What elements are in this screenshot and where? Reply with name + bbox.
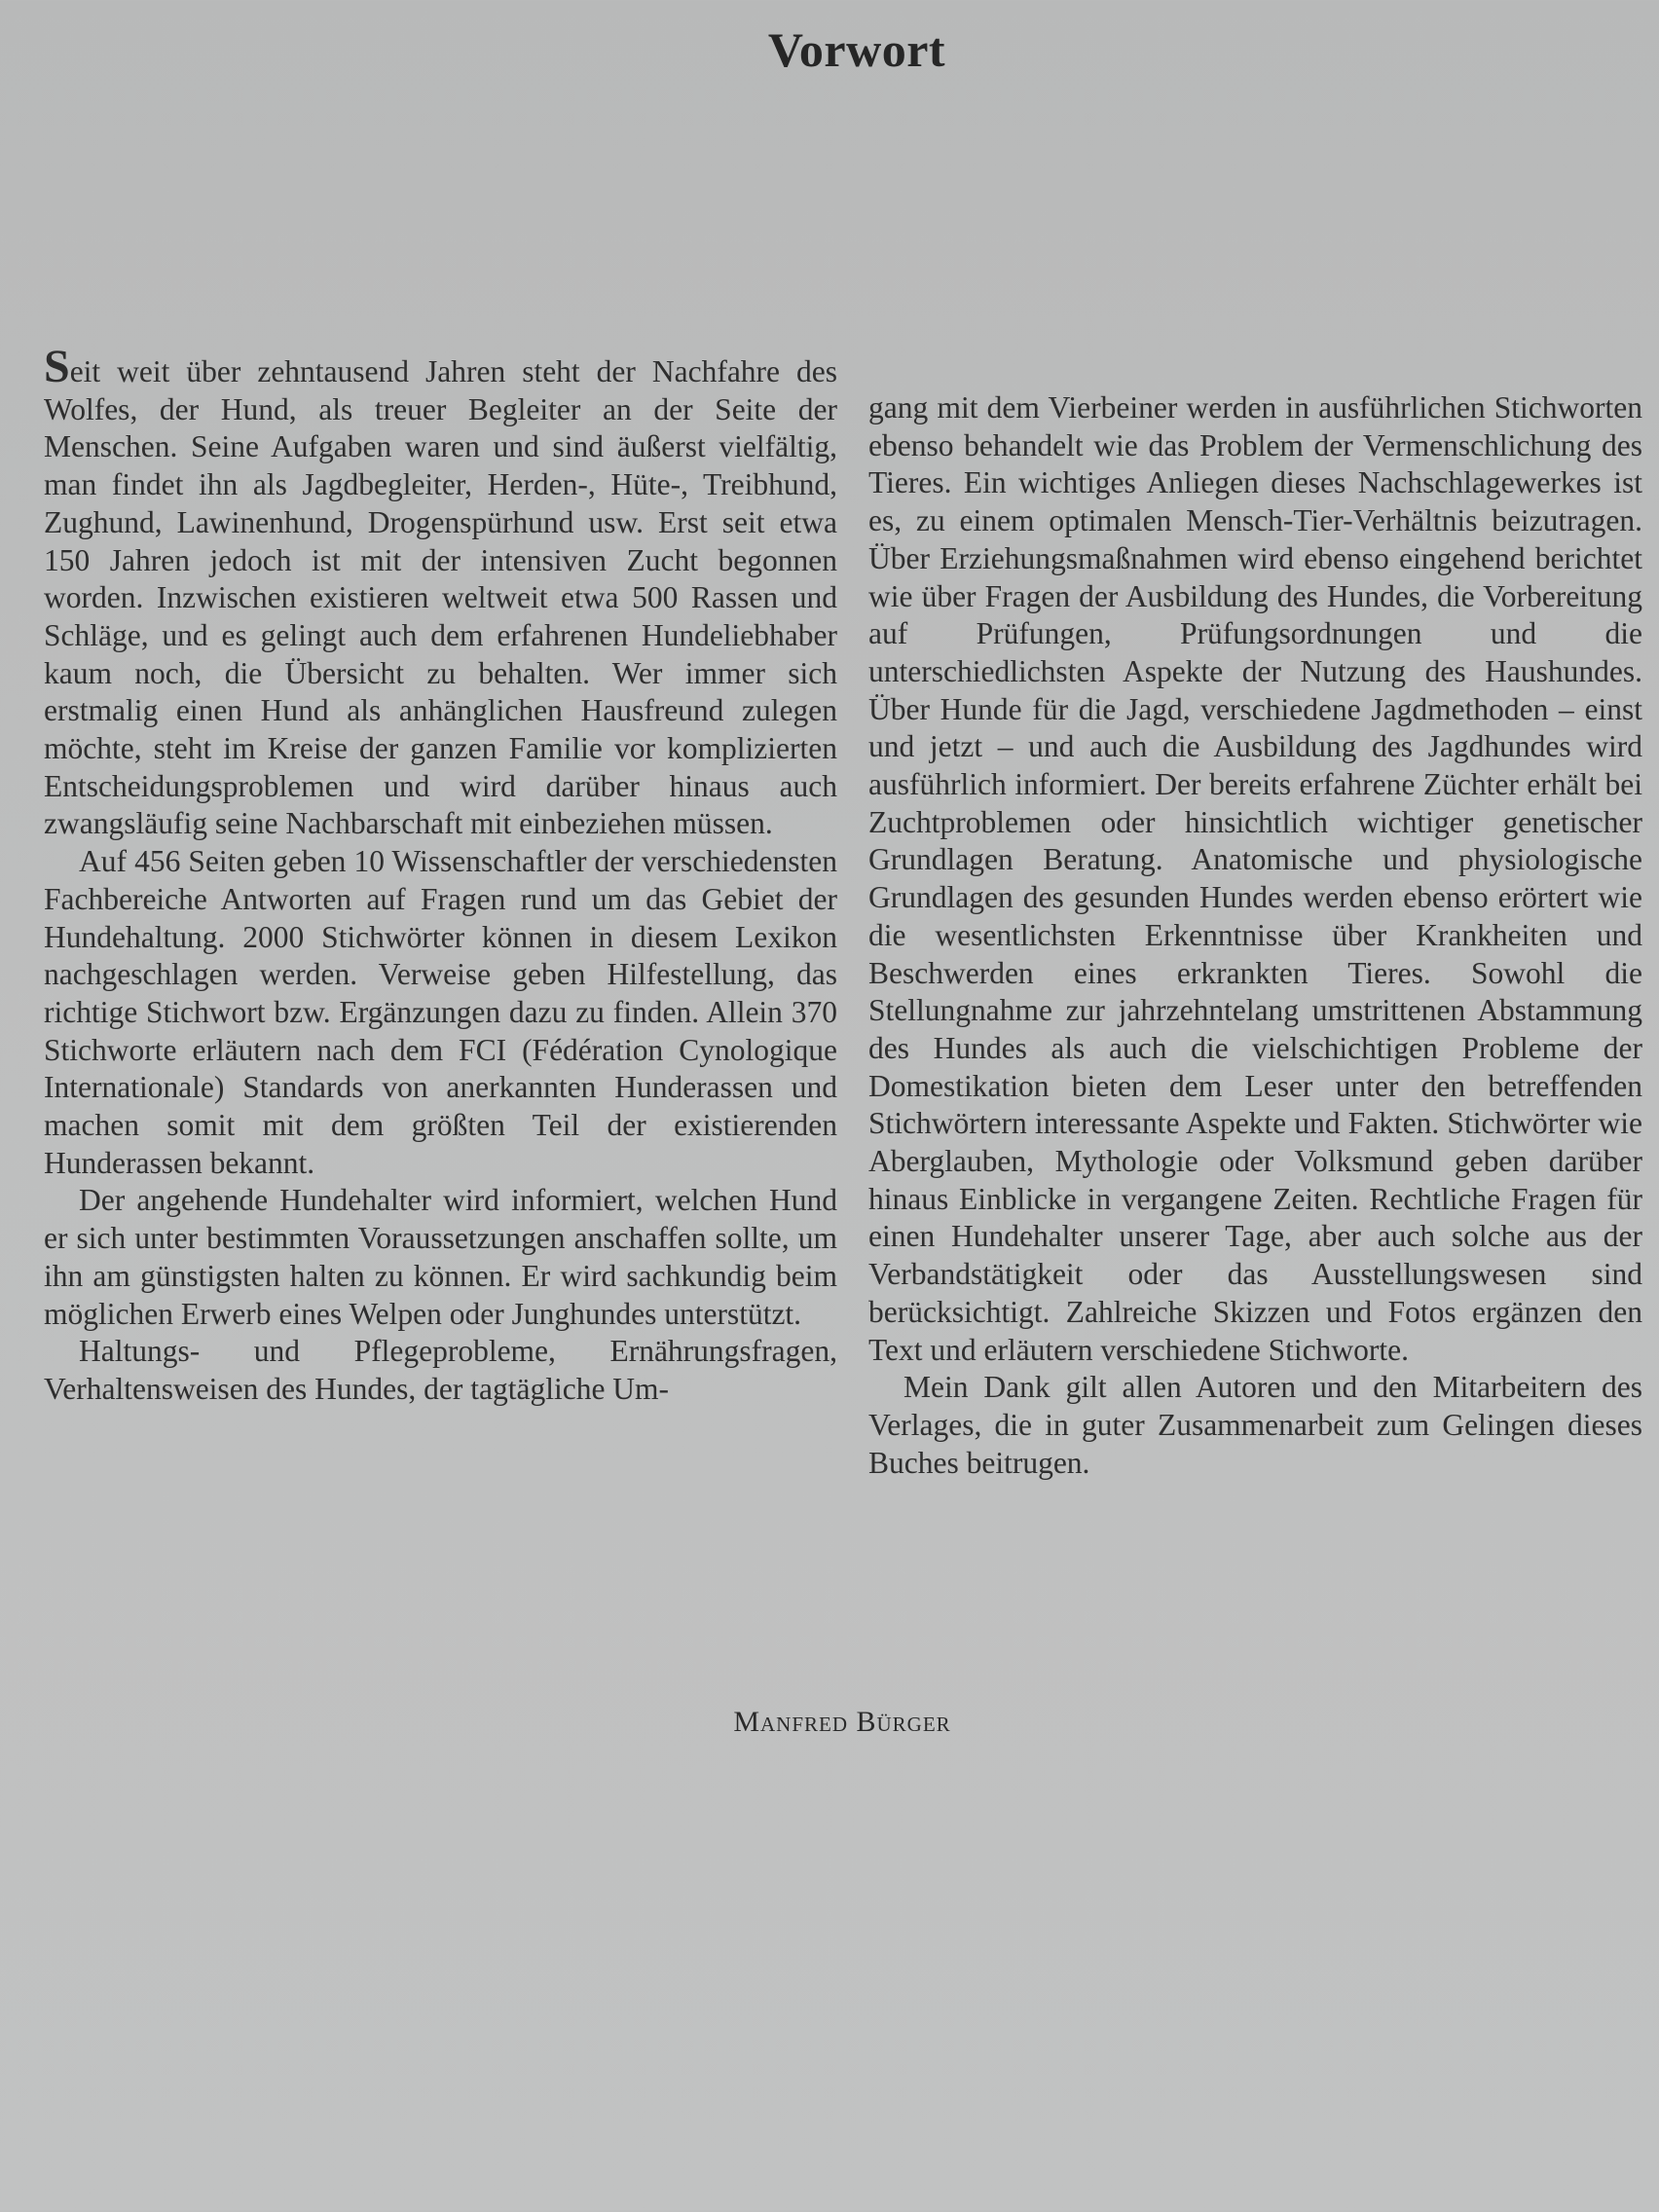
paragraph-intro-text: eit weit über zehntausend Jahren steht der Nachfahre des Wolfes, der Hund, als treuer Begleiter an der Seite der Menschen. Seine Aufgaben waren und sind äußerst vielfältig, man findet ihn als Jagdbegleiter, Herden-, Hüte-, Treibhund, Zughund, Lawinenhund, Drogenspürhund usw. Erst seit etwa 150 Jahren jedoch ist mit der intensiven Zucht begonnen worden. Inzwischen existieren weltweit etwa 500 Rassen und Schläge, und es gelingt auch dem erfahrenen Hundeliebhaber kaum noch, die Übersicht zu behalten. Wer immer sich erstmalig einen Hund als anhänglichen Hausfreund zulegen möchte, steht im Kreise der ganzen Familie vor komplizierten Entscheidungsproblemen und wird darüber hinaus auch zwangsläufig seine Nachbarschaft mit einbeziehen müssen. bbox=[44, 354, 837, 841]
paragraph-owner: Der angehende Hundehalter wird informiert, welchen Hund er sich unter bestimmten Voraussetzungen anschaffen sollte, um ihn am günstigsten halten zu können. Er wird sachkundig beim möglichen Erwerb eines Welpen oder Junghundes unterstützt. bbox=[44, 1183, 837, 1331]
drop-cap: S bbox=[44, 341, 70, 392]
author-signature: Manfred Bürger bbox=[733, 1706, 951, 1738]
paragraph-thanks: Mein Dank gilt allen Autoren und den Mitarbeitern des Verlages, die in guter Zusammenarbeit zum Gelingen dieses Buches beitrugen. bbox=[868, 1370, 1642, 1480]
paragraph-care: Haltungs- und Pflegeprobleme, Ernährungsfragen, Verhaltensweisen des Hundes, der tagtägliche Um- bbox=[44, 1334, 837, 1406]
left-column bbox=[44, 341, 837, 1409]
page-title: Vorwort bbox=[767, 22, 946, 77]
right-column bbox=[868, 389, 1642, 1482]
paragraph-intro bbox=[44, 341, 837, 843]
paragraph-contents: Auf 456 Seiten geben 10 Wissenschaftler der verschiedensten Fachbereiche Antworten auf Fragen rund um das Gebiet der Hundehaltung. 2000 Stichwörter können in diesem Lexikon nachgeschlagen werden. Verweise geben Hilfestellung, das richtige Stichwort bzw. Ergänzungen dazu zu finden. Allein 370 Stichworte erläutern nach dem FCI (Fédération Cynologique Internationale) Standards von anerkannten Hunderassen und machen somit mit dem größten Teil der existierenden Hunderassen bekannt. bbox=[44, 844, 837, 1180]
paragraph-care-continued: gang mit dem Vierbeiner werden in ausführlichen Stichworten ebenso behandelt wie das Problem der Vermenschlichung des Tieres. Ein wichtiges Anliegen dieses Nachschlagewerkes ist es, zu einem optimalen Mensch-Tier-Verhältnis beizutragen. Über Erziehungsmaßnahmen wird ebenso eingehend berichtet wie über Fragen der Ausbildung des Hundes, die Vorbereitung auf Prüfungen, Prüfungsordnungen und die unterschiedlichsten Aspekte der Nutzung des Haushundes. Über Hunde für die Jagd, verschiedene Jagdmethoden – einst und jetzt – und auch die Ausbildung des Jagdhundes wird ausführlich informiert. Der bereits erfahrene Züchter erhält bei Zuchtproblemen oder hinsichtlich wichtiger genetischer Grundlagen Beratung. Anatomische und physiologische Grundlagen des gesunden Hundes werden ebenso erörtert wie die wesentlichsten Erkenntnisse über Krankheiten und Beschwerden eines erkrankten Tieres. Sowohl die Stellungnahme zur jahrzehntelang umstrittenen Abstammung des Hundes als auch die vielschichtigen Probleme der Domestikation bieten dem Leser unter den betreffenden Stichwörtern interessante Aspekte und Fakten. Stichwörter wie Aberglauben, Mythologie oder Volksmund geben darüber hinaus Einblicke in vergangene Zeiten. Rechtliche Fragen für einen Hundehalter unserer Tage, aber auch solche aus der Verbandstätigkeit oder das Ausstellungswesen sind berücksichtigt. Zahlreiche Skizzen und Fotos ergänzen den Text und erläutern verschiedene Stichworte. bbox=[868, 390, 1642, 1367]
